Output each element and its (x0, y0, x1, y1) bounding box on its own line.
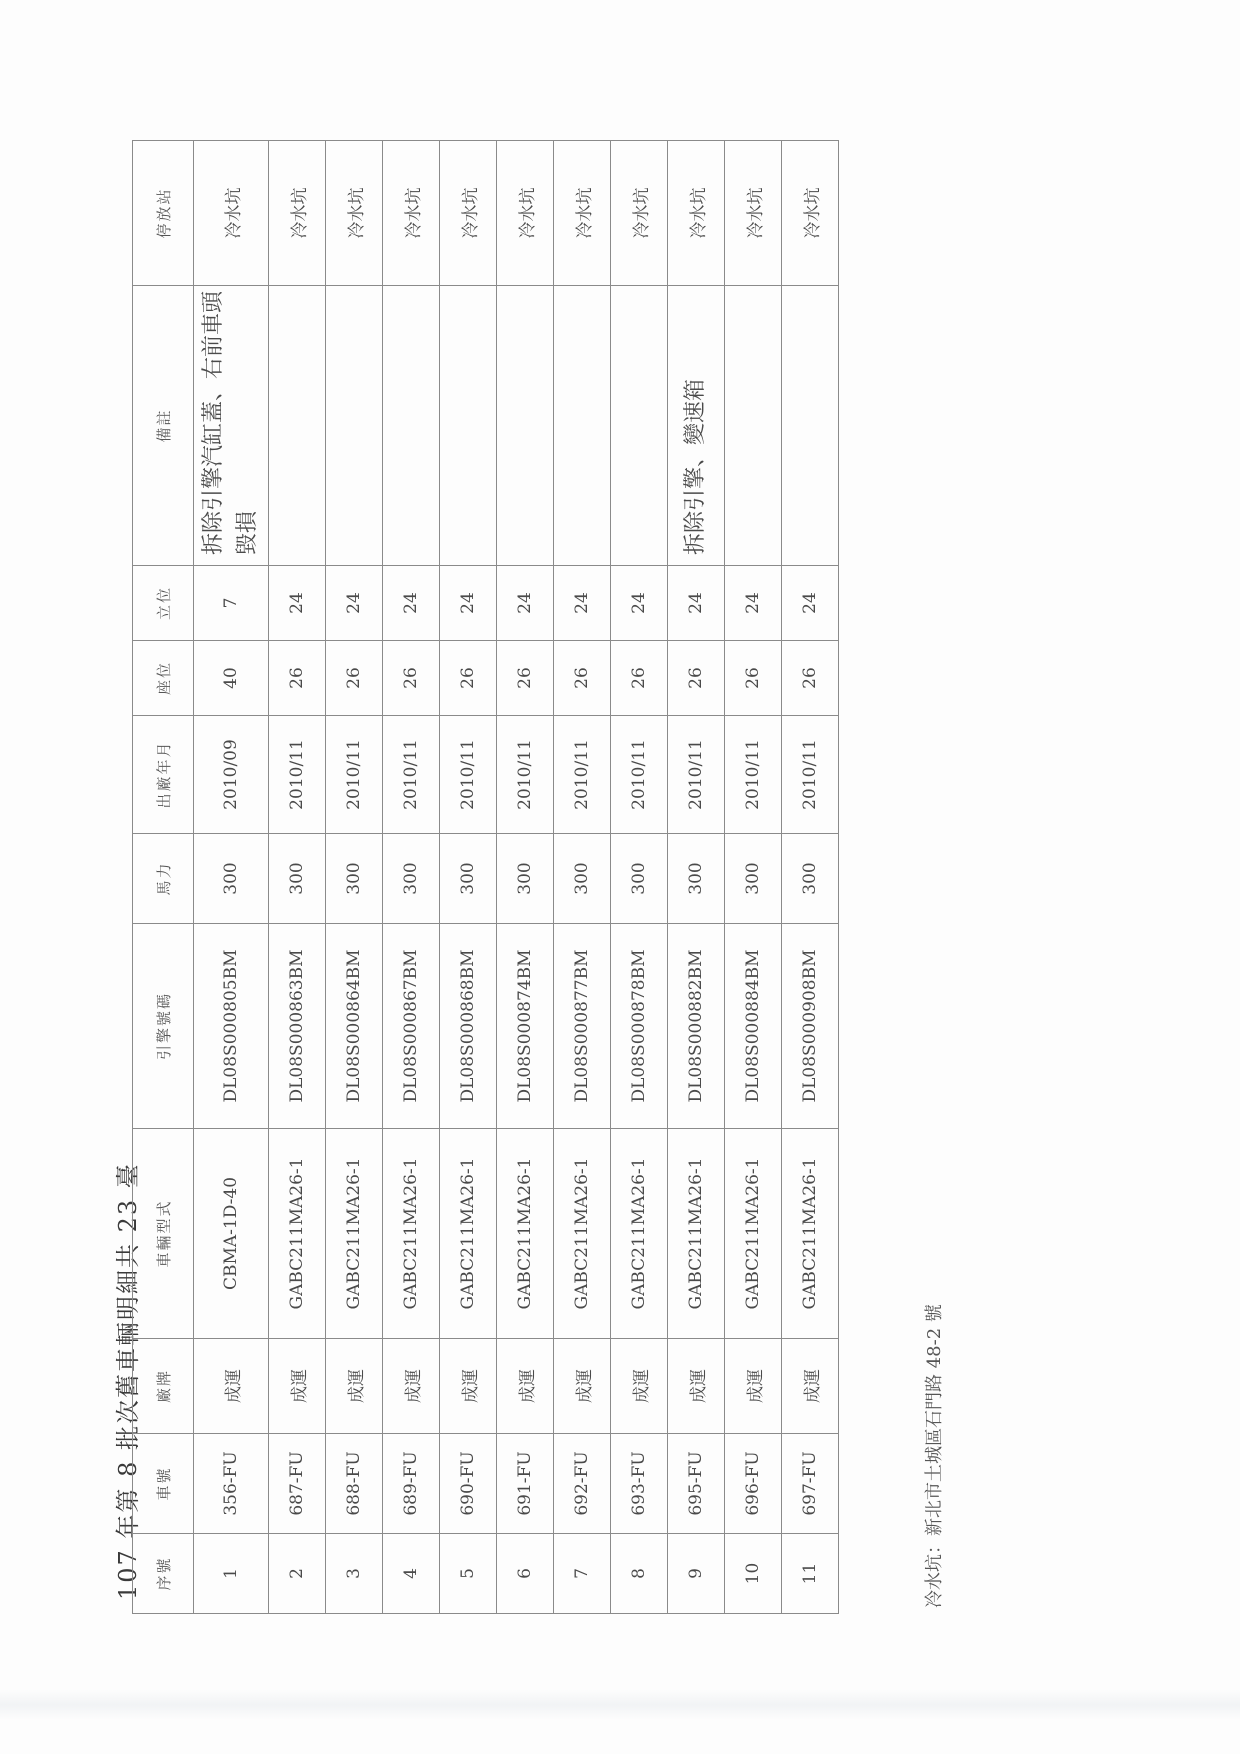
cell-station: 冷水坑 (725, 141, 782, 286)
cell-maker: 成運 (269, 1339, 326, 1434)
cell-engine: DL08S000874BM (497, 924, 554, 1129)
cell-maker: 成運 (326, 1339, 383, 1434)
cell-date: 2010/09 (194, 716, 269, 834)
table-body (194, 141, 839, 1614)
cell-seats: 26 (269, 641, 326, 716)
cell-seats: 26 (497, 641, 554, 716)
cell-standing: 24 (554, 566, 611, 641)
cell-model: GABC211MA26-1 (668, 1129, 725, 1339)
cell-seq: 9 (668, 1534, 725, 1614)
cell-plate: 691-FU (497, 1434, 554, 1534)
footer-address: 冷水坑：新北市土城區石門路 48-2 號 (924, 1304, 945, 1608)
cell-model: GABC211MA26-1 (554, 1129, 611, 1339)
cell-remark (611, 286, 668, 566)
cell-seq: 5 (440, 1534, 497, 1614)
cell-hp: 300 (611, 834, 668, 924)
cell-engine: DL08S000878BM (611, 924, 668, 1129)
cell-standing: 24 (383, 566, 440, 641)
cell-seq: 1 (194, 1534, 269, 1614)
cell-plate: 688-FU (326, 1434, 383, 1534)
header-hp: 馬力 (133, 834, 194, 924)
cell-engine: DL08S000863BM (269, 924, 326, 1129)
cell-remark (725, 286, 782, 566)
table-header-row (133, 141, 194, 1614)
cell-date: 2010/11 (326, 716, 383, 834)
cell-standing: 24 (497, 566, 554, 641)
cell-station: 冷水坑 (611, 141, 668, 286)
cell-standing: 24 (668, 566, 725, 641)
header-maker: 廠牌 (133, 1339, 194, 1434)
cell-standing: 24 (725, 566, 782, 641)
cell-engine: DL08S000882BM (668, 924, 725, 1129)
cell-seq: 7 (554, 1534, 611, 1614)
cell-maker: 成運 (497, 1339, 554, 1434)
cell-standing: 24 (440, 566, 497, 641)
cell-maker: 成運 (611, 1339, 668, 1434)
cell-date: 2010/11 (383, 716, 440, 834)
header-station: 停放站 (133, 141, 194, 286)
cell-maker: 成運 (782, 1339, 839, 1434)
cell-plate: 697-FU (782, 1434, 839, 1534)
table-row (269, 141, 326, 1614)
cell-maker: 成運 (725, 1339, 782, 1434)
cell-station: 冷水坑 (782, 141, 839, 286)
header-engine: 引擎號碼 (133, 924, 194, 1129)
cell-date: 2010/11 (269, 716, 326, 834)
cell-seq: 11 (782, 1534, 839, 1614)
cell-station: 冷水坑 (554, 141, 611, 286)
cell-model: GABC211MA26-1 (440, 1129, 497, 1339)
cell-seq: 4 (383, 1534, 440, 1614)
cell-date: 2010/11 (497, 716, 554, 834)
cell-hp: 300 (194, 834, 269, 924)
cell-date: 2010/11 (668, 716, 725, 834)
cell-remark (383, 286, 440, 566)
cell-plate: 693-FU (611, 1434, 668, 1534)
cell-hp: 300 (554, 834, 611, 924)
cell-plate: 689-FU (383, 1434, 440, 1534)
cell-seats: 26 (782, 641, 839, 716)
header-standing: 立位 (133, 566, 194, 641)
cell-date: 2010/11 (554, 716, 611, 834)
cell-maker: 成運 (194, 1339, 269, 1434)
cell-standing: 24 (611, 566, 668, 641)
cell-date: 2010/11 (611, 716, 668, 834)
rotated-page-content (80, 100, 1080, 1640)
cell-seats: 26 (554, 641, 611, 716)
cell-seats: 40 (194, 641, 269, 716)
cell-standing: 24 (269, 566, 326, 641)
header-seq: 序號 (133, 1534, 194, 1614)
cell-station: 冷水坑 (440, 141, 497, 286)
cell-hp: 300 (383, 834, 440, 924)
cell-hp: 300 (269, 834, 326, 924)
cell-engine: DL08S000867BM (383, 924, 440, 1129)
cell-station: 冷水坑 (194, 141, 269, 286)
table-row (497, 141, 554, 1614)
header-plate: 車號 (133, 1434, 194, 1534)
cell-maker: 成運 (554, 1339, 611, 1434)
cell-seq: 8 (611, 1534, 668, 1614)
cell-engine: DL08S000805BM (194, 924, 269, 1129)
cell-plate: 687-FU (269, 1434, 326, 1534)
cell-standing: 24 (326, 566, 383, 641)
cell-station: 冷水坑 (269, 141, 326, 286)
cell-plate: 690-FU (440, 1434, 497, 1534)
cell-seats: 26 (611, 641, 668, 716)
cell-hp: 300 (725, 834, 782, 924)
cell-engine: DL08S000864BM (326, 924, 383, 1129)
table-row (611, 141, 668, 1614)
cell-date: 2010/11 (725, 716, 782, 834)
cell-station: 冷水坑 (383, 141, 440, 286)
table-row (440, 141, 497, 1614)
cell-maker: 成運 (668, 1339, 725, 1434)
scan-artifact (0, 1690, 1240, 1720)
cell-hp: 300 (326, 834, 383, 924)
cell-engine: DL08S000877BM (554, 924, 611, 1129)
cell-model: CBMA-1D-40 (194, 1129, 269, 1339)
cell-remark (326, 286, 383, 566)
cell-remark (440, 286, 497, 566)
table-row (668, 141, 725, 1614)
cell-remark: 拆除引擎汽缸蓋、右前車頭毀損 (194, 286, 269, 566)
table-row (554, 141, 611, 1614)
table-row (326, 141, 383, 1614)
document-title: 107 年第 8 批次舊車輛明細共 23 臺 (114, 1162, 142, 1600)
cell-remark (497, 286, 554, 566)
cell-engine: DL08S000884BM (725, 924, 782, 1129)
cell-engine: DL08S000868BM (440, 924, 497, 1129)
cell-maker: 成運 (440, 1339, 497, 1434)
cell-seq: 10 (725, 1534, 782, 1614)
cell-model: GABC211MA26-1 (269, 1129, 326, 1339)
cell-seats: 26 (326, 641, 383, 716)
header-seats: 座位 (133, 641, 194, 716)
cell-date: 2010/11 (440, 716, 497, 834)
cell-hp: 300 (668, 834, 725, 924)
cell-remark (554, 286, 611, 566)
cell-model: GABC211MA26-1 (782, 1129, 839, 1339)
cell-seq: 3 (326, 1534, 383, 1614)
cell-remark (269, 286, 326, 566)
cell-plate: 696-FU (725, 1434, 782, 1534)
cell-plate: 356-FU (194, 1434, 269, 1534)
cell-station: 冷水坑 (668, 141, 725, 286)
cell-model: GABC211MA26-1 (383, 1129, 440, 1339)
table-row (194, 141, 269, 1614)
table-row (725, 141, 782, 1614)
cell-standing: 7 (194, 566, 269, 641)
cell-seats: 26 (725, 641, 782, 716)
table-row (782, 141, 839, 1614)
cell-seq: 6 (497, 1534, 554, 1614)
cell-engine: DL08S000908BM (782, 924, 839, 1129)
header-remark: 備註 (133, 286, 194, 566)
cell-station: 冷水坑 (497, 141, 554, 286)
cell-hp: 300 (440, 834, 497, 924)
cell-seq: 2 (269, 1534, 326, 1614)
cell-seats: 26 (440, 641, 497, 716)
cell-date: 2010/11 (782, 716, 839, 834)
header-date: 出廠年月 (133, 716, 194, 834)
cell-model: GABC211MA26-1 (611, 1129, 668, 1339)
cell-seats: 26 (383, 641, 440, 716)
cell-seats: 26 (668, 641, 725, 716)
vehicle-table (132, 140, 839, 1614)
cell-standing: 24 (782, 566, 839, 641)
cell-remark (782, 286, 839, 566)
cell-model: GABC211MA26-1 (326, 1129, 383, 1339)
cell-plate: 695-FU (668, 1434, 725, 1534)
cell-maker: 成運 (383, 1339, 440, 1434)
header-model: 車輛型式 (133, 1129, 194, 1339)
cell-hp: 300 (782, 834, 839, 924)
cell-station: 冷水坑 (326, 141, 383, 286)
cell-model: GABC211MA26-1 (725, 1129, 782, 1339)
cell-model: GABC211MA26-1 (497, 1129, 554, 1339)
cell-plate: 692-FU (554, 1434, 611, 1534)
cell-hp: 300 (497, 834, 554, 924)
cell-remark: 拆除引擎、變速箱 (668, 286, 725, 566)
table-row (383, 141, 440, 1614)
